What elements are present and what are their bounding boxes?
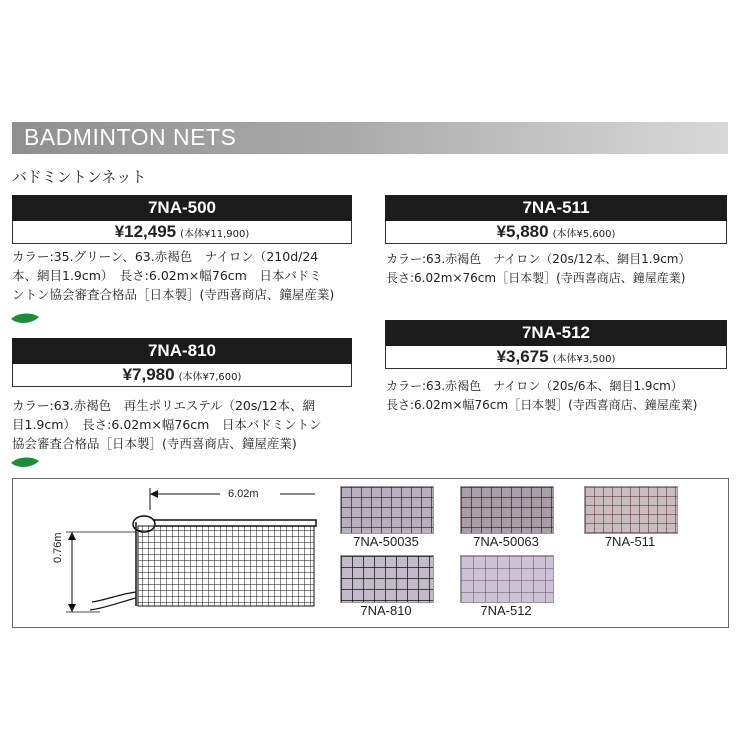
description-line: カラー:63.赤褐色 ナイロン（20s/12本、網目1.9cm）	[386, 252, 691, 266]
price: ¥5,880	[496, 222, 549, 241]
description-line: 協会審査合格品［日本製］(寺西喜商店、鐘屋産業)	[12, 436, 297, 451]
description-line: 長さ:6.02m×76cm［日本製］(寺西喜商店、鐘屋産業)	[386, 271, 686, 285]
price: ¥7,980	[122, 365, 175, 384]
description-line: 長さ:6.02m×幅76cm［日本製］(寺西喜商店、鐘屋産業)	[386, 398, 698, 412]
leaf-icon	[10, 456, 40, 470]
price-box	[12, 364, 352, 387]
price-note: (本体¥11,900)	[180, 229, 250, 240]
price-box	[385, 221, 727, 244]
price-box	[385, 346, 727, 369]
sample-label: 7NA-512	[480, 603, 532, 618]
description-line: ントン協会審査合格品［日本製］(寺西喜商店、鐘屋産業)	[12, 287, 335, 302]
sample-label: 7NA-50035	[353, 534, 419, 549]
mesh-sample-swatch	[460, 486, 554, 534]
price-note: (本体¥7,600)	[178, 372, 242, 383]
mesh-sample-swatch	[340, 555, 434, 603]
description-line: 目1.9cm） 長さ:6.02m×幅76cm 日本バドミントン	[12, 417, 322, 432]
product-code-bar: 7NA-810	[12, 338, 352, 364]
product-description	[12, 396, 322, 453]
net-diagram	[40, 482, 330, 622]
mesh-pattern	[341, 556, 433, 602]
mesh-pattern	[585, 487, 677, 533]
mesh-sample-swatch	[584, 486, 678, 534]
leaf-icon	[10, 312, 40, 326]
product-description	[386, 377, 697, 415]
mesh-pattern	[341, 487, 433, 533]
mesh-pattern	[461, 556, 553, 602]
price-note: (本体¥5,600)	[552, 229, 616, 240]
price-note: (本体¥3,500)	[552, 354, 616, 365]
section-subtitle: バドミントンネット	[12, 168, 147, 186]
price-box	[12, 221, 352, 244]
width-label: 6.02m	[228, 488, 259, 500]
height-label: 0.76m	[52, 532, 64, 563]
sample-label: 7NA-810	[360, 603, 412, 618]
sample-label: 7NA-511	[604, 534, 656, 549]
product-description	[386, 250, 691, 288]
product-description	[12, 247, 334, 304]
mesh-sample-swatch	[460, 555, 554, 603]
price: ¥3,675	[496, 347, 549, 366]
product-code-bar: 7NA-511	[385, 195, 727, 221]
description-line: カラー:35.グリーン、63.赤褐色 ナイロン（210d/24	[12, 249, 319, 264]
mesh-sample-swatch	[340, 486, 434, 534]
product-code-bar: 7NA-500	[12, 195, 352, 221]
mesh-pattern	[461, 487, 553, 533]
description-line: 本、網目1.9cm） 長さ:6.02m×幅76cm 日本バドミ	[12, 268, 322, 283]
price: ¥12,495	[114, 222, 177, 241]
description-line: カラー:63.赤褐色 ナイロン（20s/6本、網目1.9cm）	[386, 379, 683, 393]
sample-label: 7NA-50063	[473, 534, 539, 549]
description-line: カラー:63.赤褐色 再生ポリエステル（20s/12本、網	[12, 398, 316, 413]
section-title: BADMINTON NETS	[24, 124, 237, 150]
product-code-bar: 7NA-512	[385, 320, 727, 346]
